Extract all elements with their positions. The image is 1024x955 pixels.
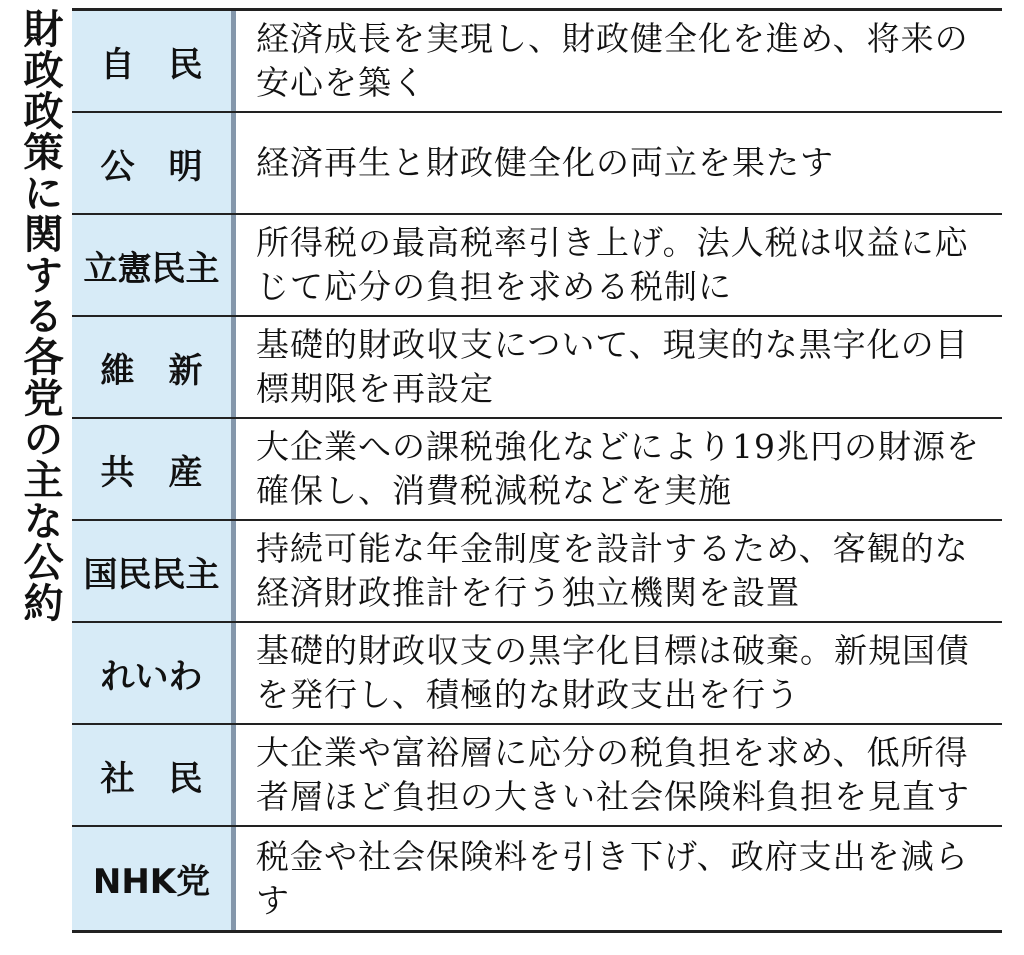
table-row: [72, 215, 1002, 317]
table-row: [72, 827, 1002, 930]
policy-text: 基礎的財政収支について、現実的な黒字化の目標期限を再設定: [256, 325, 969, 408]
party-name: 立憲民主: [72, 215, 236, 315]
party-name: 公 明: [72, 113, 236, 213]
policy-text: 所得税の最高税率引き上げ。法人税は収益に応じて応分の負担を求める税制に: [256, 223, 969, 306]
party-name: NHK党: [72, 827, 236, 930]
table-row: [72, 113, 1002, 215]
policy-text: 経済再生と財政健全化の両立を果たす: [256, 143, 834, 182]
party-name: れいわ: [72, 623, 236, 723]
policy-text: 大企業への課税強化などにより19兆円の財源を確保し、消費税減税などを実施: [256, 427, 980, 510]
policy-text: 税金や社会保険料を引き下げ、政府支出を減らす: [256, 836, 969, 920]
party-name: 社 民: [72, 725, 236, 825]
party-name: 共 産: [72, 419, 236, 519]
policy-text: 経済成長を実現し、財政健全化を進め、将来の安心を築く: [256, 19, 969, 102]
table-row: [72, 725, 1002, 827]
page-title: 財政政策に関する各党の主な公約: [17, 8, 63, 623]
party-name: 国民民主: [72, 521, 236, 621]
policy-table: [72, 8, 1002, 933]
table-row: [72, 11, 1002, 113]
policy-text: 基礎的財政収支の黒字化目標は破棄。新規国債を発行し、積極的な財政支出を行う: [256, 631, 970, 714]
table-row: [72, 521, 1002, 623]
table-row: [72, 623, 1002, 725]
policy-text: 大企業や富裕層に応分の税負担を求め、低所得者層ほど負担の大きい社会保険料負担を見直す: [256, 733, 970, 816]
table-row: [72, 419, 1002, 521]
party-name: 自 民: [72, 11, 236, 111]
table-row: [72, 317, 1002, 419]
party-name: 維 新: [72, 317, 236, 417]
policy-text: 持続可能な年金制度を設計するため、客観的な経済財政推計を行う独立機関を設置: [256, 529, 969, 612]
